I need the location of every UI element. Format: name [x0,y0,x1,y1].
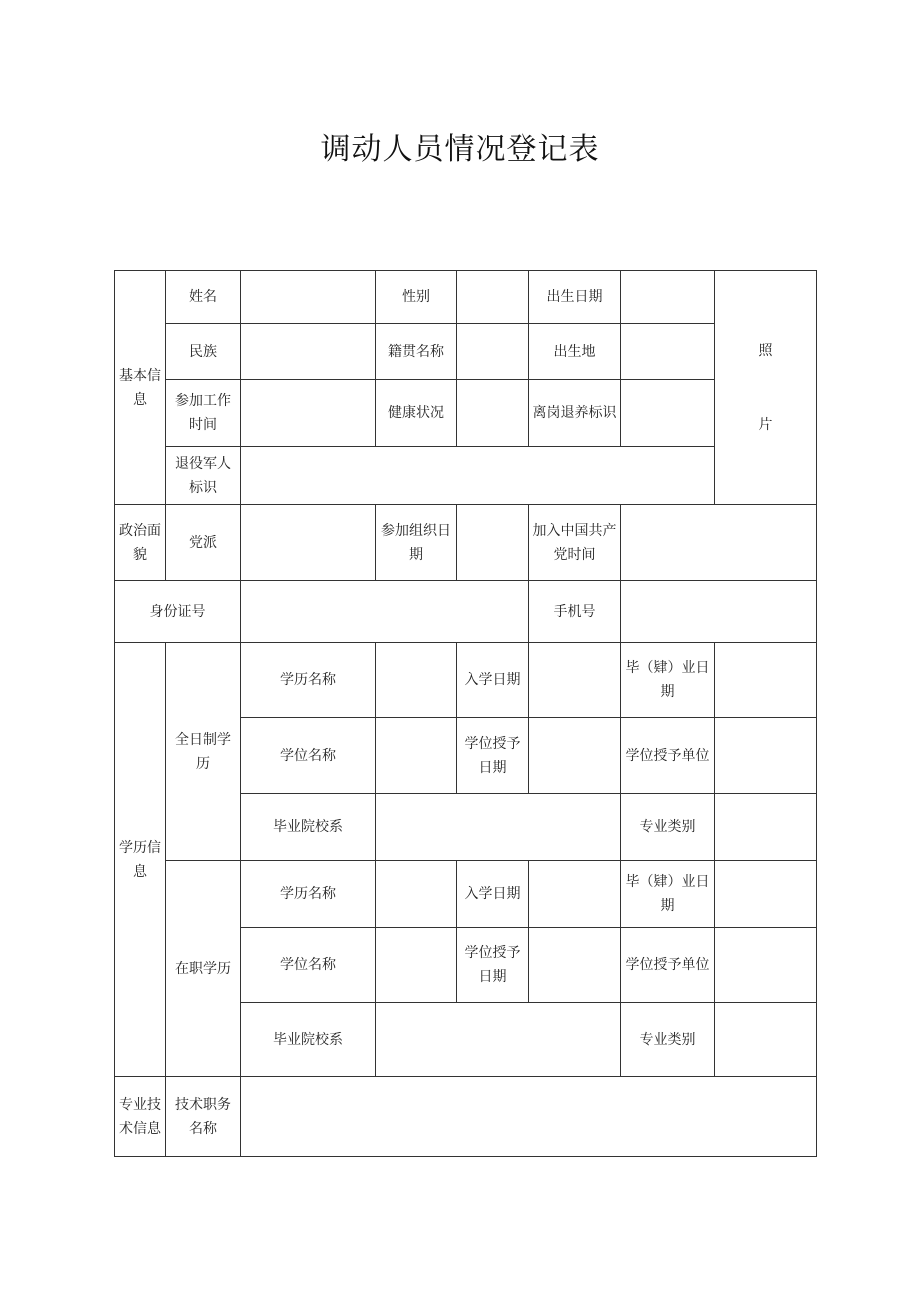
label-is-school-dept: 毕业院校系 [241,1003,376,1077]
field-ft-degree-unit[interactable] [715,718,817,794]
field-gender[interactable] [457,271,529,324]
field-join-org-date[interactable] [457,505,529,581]
label-birth-date: 出生日期 [529,271,621,324]
label-is-major-category: 专业类别 [621,1003,715,1077]
label-ft-major-category: 专业类别 [621,794,715,861]
label-ft-degree-unit: 学位授予单位 [621,718,715,794]
page-title: 调动人员情况登记表 [320,132,600,167]
label-inservice-education: 在职学历 [166,861,241,1077]
label-is-graduate-date: 毕（肄）业日期 [621,861,715,928]
label-is-degree-name: 学历名称 [241,861,376,928]
label-join-org-date: 参加组织日期 [376,505,457,581]
field-is-degree-name[interactable] [376,861,457,928]
field-ft-degree-name[interactable] [376,643,457,718]
label-birthplace: 出生地 [529,324,621,380]
field-ft-school-dept[interactable] [376,794,621,861]
photo-box[interactable] [715,271,817,505]
registration-form-table [114,270,817,1157]
label-gender: 性别 [376,271,457,324]
field-is-academic-degree[interactable] [376,928,457,1003]
label-veteran-flag: 退役军人标识 [166,447,241,505]
field-name[interactable] [241,271,376,324]
section-education: 学历信息 [115,643,166,1077]
label-ethnicity: 民族 [166,324,241,380]
field-ft-degree-date[interactable] [529,718,621,794]
field-is-school-dept[interactable] [376,1003,621,1077]
label-retirement-flag: 离岗退养标识 [529,380,621,447]
label-fulltime-education: 全日制学历 [166,643,241,861]
field-tech-title-name[interactable] [241,1077,817,1157]
label-health: 健康状况 [376,380,457,447]
label-ft-enroll-date: 入学日期 [457,643,529,718]
label-ft-school-dept: 毕业院校系 [241,794,376,861]
label-party: 党派 [166,505,241,581]
field-id-number[interactable] [241,581,529,643]
field-birthplace[interactable] [621,324,715,380]
label-ft-graduate-date: 毕（肄）业日期 [621,643,715,718]
photo-label-1: 照 [758,342,773,359]
label-mobile: 手机号 [529,581,621,643]
label-tech-title-name: 技术职务名称 [166,1077,241,1157]
label-join-cpc-date: 加入中国共产党时间 [529,505,621,581]
field-is-degree-date[interactable] [529,928,621,1003]
label-ft-degree-date: 学位授予日期 [457,718,529,794]
label-id-number: 身份证号 [115,581,241,643]
field-ft-academic-degree[interactable] [376,718,457,794]
field-ft-enroll-date[interactable] [529,643,621,718]
field-is-enroll-date[interactable] [529,861,621,928]
field-party[interactable] [241,505,376,581]
field-ft-major-category[interactable] [715,794,817,861]
label-ft-academic-degree: 学位名称 [241,718,376,794]
field-work-start[interactable] [241,380,376,447]
section-professional: 专业技术信息 [115,1077,166,1157]
photo-label-2: 片 [758,416,773,433]
label-name: 姓名 [166,271,241,324]
field-is-major-category[interactable] [715,1003,817,1077]
label-is-enroll-date: 入学日期 [457,861,529,928]
label-is-degree-unit: 学位授予单位 [621,928,715,1003]
field-ethnicity[interactable] [241,324,376,380]
field-ft-graduate-date[interactable] [715,643,817,718]
label-work-start: 参加工作时间 [166,380,241,447]
field-veteran-flag[interactable] [241,447,715,505]
field-birth-date[interactable] [621,271,715,324]
field-native-place[interactable] [457,324,529,380]
field-health[interactable] [457,380,529,447]
section-basic-info: 基本信息 [115,271,166,505]
label-is-academic-degree: 学位名称 [241,928,376,1003]
field-is-degree-unit[interactable] [715,928,817,1003]
field-retirement-flag[interactable] [621,380,715,447]
field-is-graduate-date[interactable] [715,861,817,928]
field-mobile[interactable] [621,581,817,643]
label-is-degree-date: 学位授予日期 [457,928,529,1003]
section-political: 政治面貌 [115,505,166,581]
field-join-cpc-date[interactable] [621,505,817,581]
label-native-place: 籍贯名称 [376,324,457,380]
label-ft-degree-name: 学历名称 [241,643,376,718]
